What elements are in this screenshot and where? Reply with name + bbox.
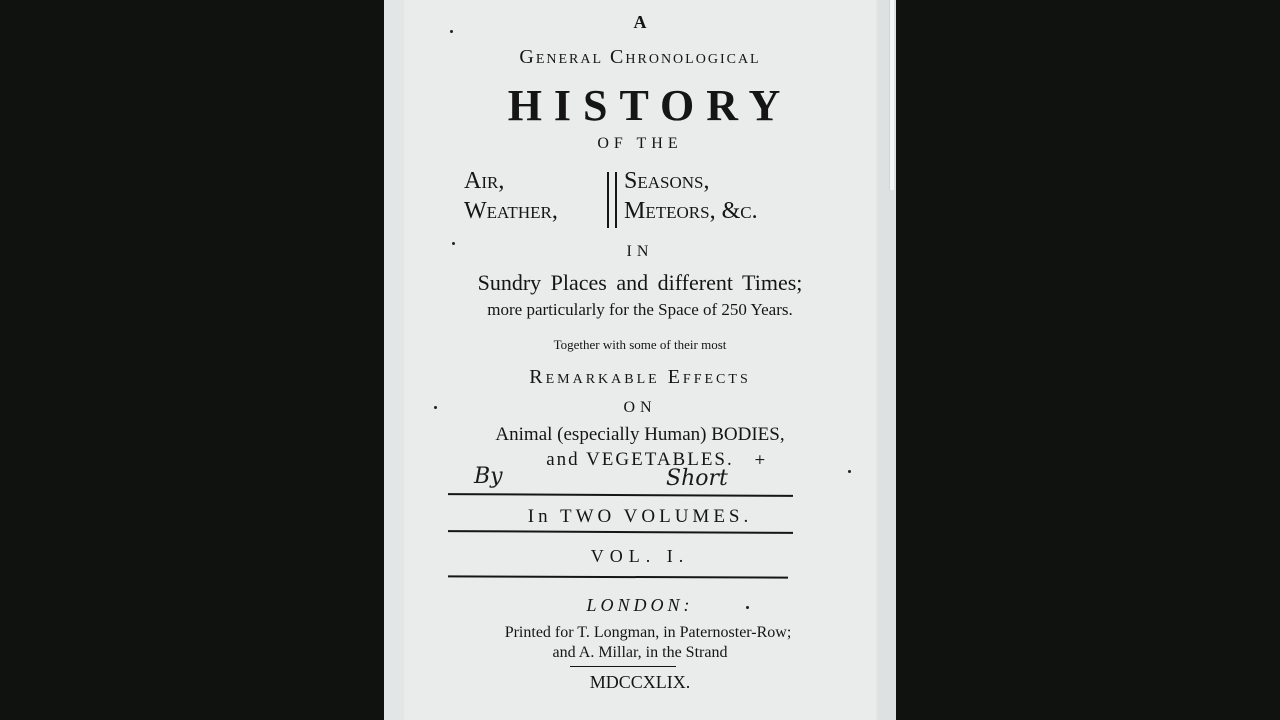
scrollbar-track[interactable] — [878, 0, 896, 720]
subject-air: Air, — [464, 168, 505, 194]
scrollbar-thumb[interactable] — [889, 0, 894, 190]
double-bar-divider — [607, 172, 617, 228]
volume-number: VOL. I. — [590, 546, 690, 566]
ink-speck — [848, 470, 851, 473]
vegetables-line: and VEGETABLES. — [546, 449, 734, 470]
places-line: Sundry Places and different Times; — [477, 270, 803, 295]
rule-divider — [448, 575, 788, 578]
imprint-printer-1: Printed for T. Longman, in Paternoster-Row; — [504, 624, 792, 641]
volumes-line: In TWO VOLUMES. — [527, 506, 753, 527]
in-line: IN — [626, 243, 654, 260]
ink-speck — [434, 406, 437, 409]
period-line: more particularly for the Space of 250 Years. — [487, 300, 793, 319]
ink-speck — [450, 30, 453, 33]
on-line: ON — [623, 399, 657, 416]
ink-speck — [452, 242, 455, 245]
ink-speck — [746, 606, 749, 609]
subtitle: General Chronological — [519, 46, 761, 68]
subjects-right — [624, 166, 758, 226]
rule-divider — [570, 666, 676, 667]
handwritten-mark: + — [754, 452, 766, 468]
rule-divider — [448, 493, 793, 497]
remarkable-line: Remarkable Effects — [529, 366, 751, 388]
subject-seasons: Seasons, — [624, 168, 710, 194]
imprint-city: LONDON: — [586, 595, 694, 615]
book-title-page — [404, 0, 876, 720]
imprint-year: MDCCXLIX. — [589, 672, 691, 692]
of-the-line: OF THE — [597, 135, 683, 152]
subject-meteors: Meteors, &c. — [624, 198, 758, 224]
imprint-printer-2: and A. Millar, in the Strand — [552, 644, 728, 661]
handwritten-author: Short — [666, 466, 728, 491]
document-viewer[interactable] — [384, 0, 896, 720]
subjects-left — [464, 166, 558, 226]
rule-divider — [448, 530, 793, 534]
subject-weather: Weather, — [464, 198, 558, 224]
main-title: HISTORY — [507, 81, 793, 130]
together-line: Together with some of their most — [553, 337, 727, 352]
handwritten-by: By — [474, 464, 503, 489]
animal-line: Animal (especially Human) BODIES, — [495, 424, 785, 445]
subjects-block — [444, 166, 844, 234]
article-line: A — [633, 12, 647, 32]
